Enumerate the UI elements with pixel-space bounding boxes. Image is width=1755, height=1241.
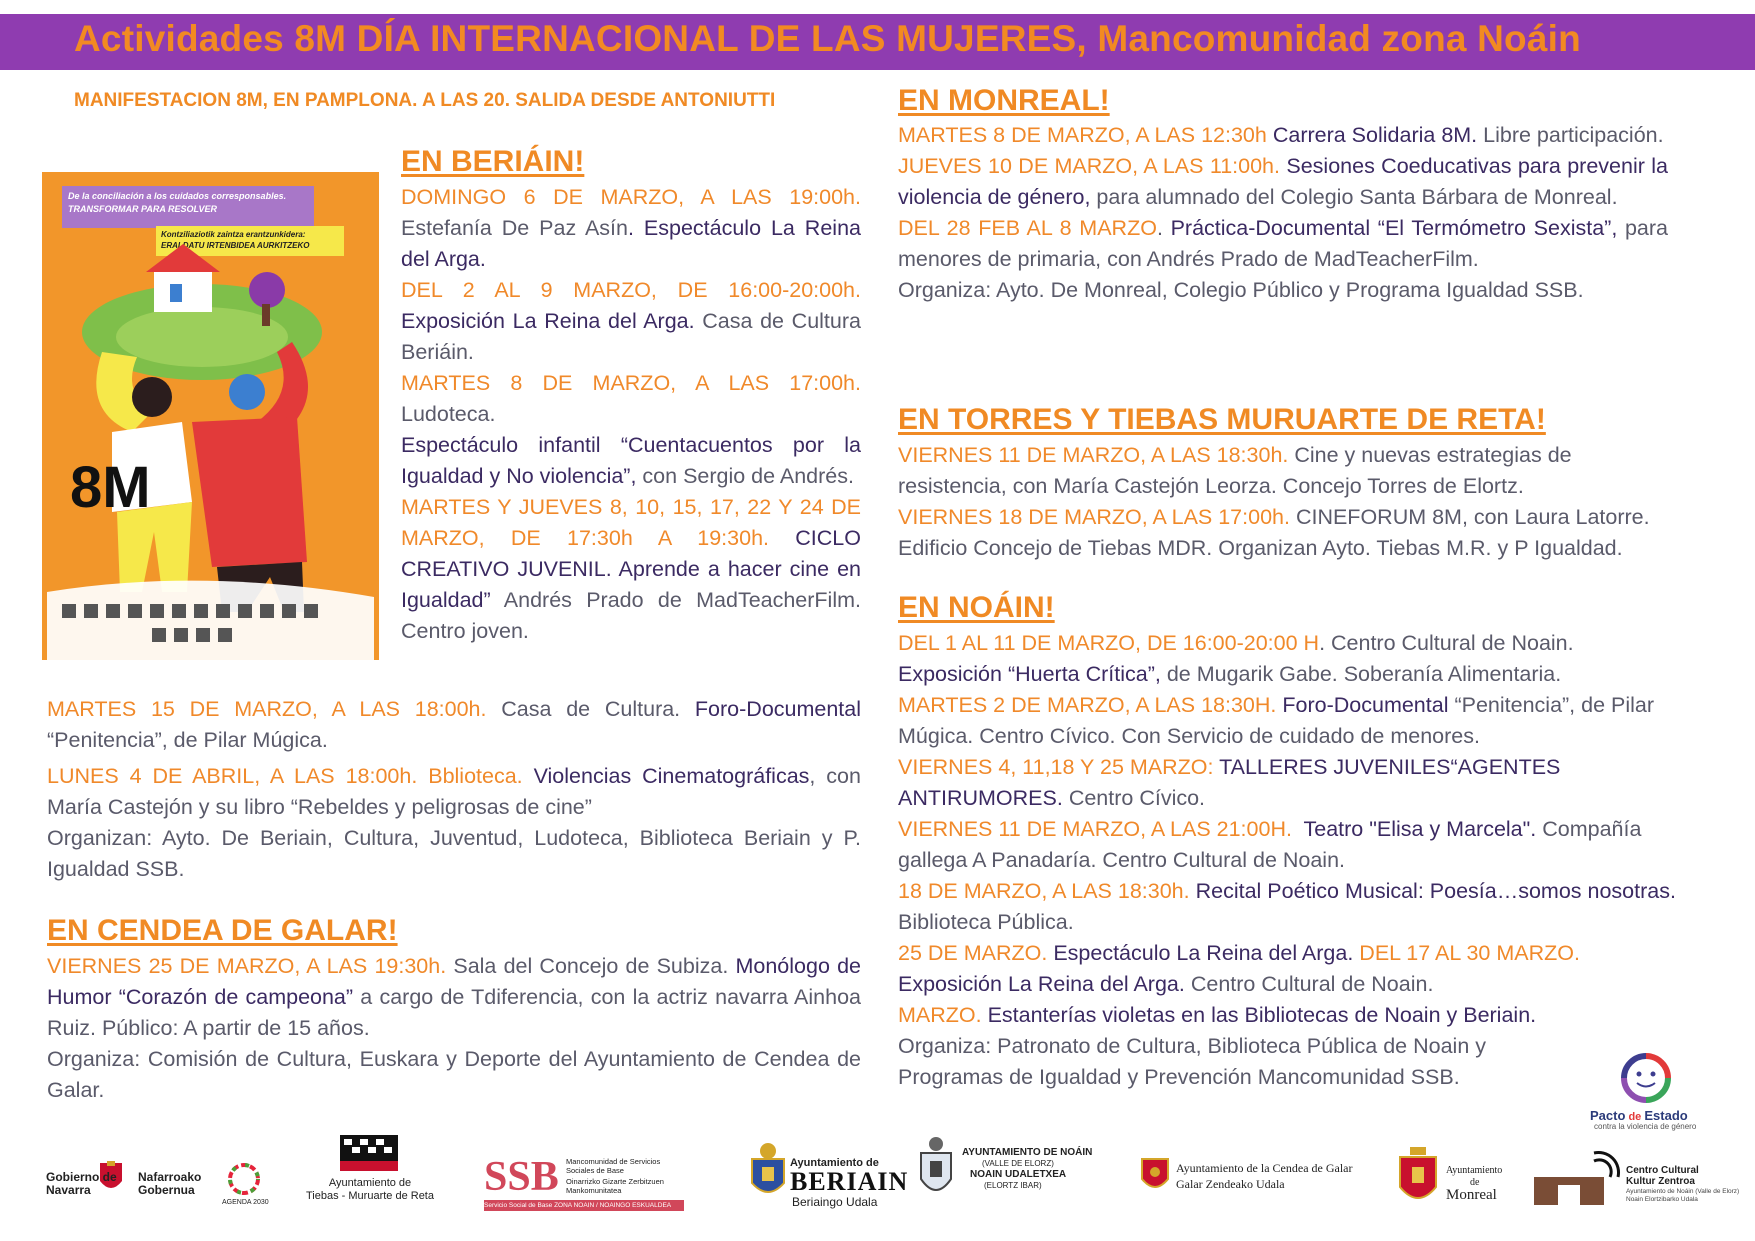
noain-event-1: DEL 1 AL 11 DE MARZO, DE 16:00-20:00 H. Centro Cultural de Noain. (898, 631, 1574, 655)
heading-monreal: EN MONREAL! (898, 84, 1110, 117)
galar-shield-icon (1140, 1155, 1170, 1195)
agenda-2030-icon (226, 1161, 262, 1197)
poster-purple-box: De la conciliación a los cuidados corresponsables. TRANSFORMAR PARA RESOLVER (62, 186, 314, 228)
noain-event-6: 25 DE MARZO. Espectáculo La Reina del Arga. DEL 17 AL 30 MARZO. (898, 941, 1580, 965)
ssb-wordmark: SSB (484, 1154, 559, 1200)
beriain-shield-icon (748, 1141, 788, 1201)
beriain-event-3: MARTES 8 DE MARZO, A LAS 17:00h. Ludoteca. (401, 371, 861, 426)
ssb-label-1: Mancomunidad de Servicios Sociales de Base (566, 1157, 661, 1175)
monreal-organizers: Organiza: Ayto. De Monreal, Colegio Público y Programa Igualdad SSB. (898, 278, 1584, 302)
noain-event-2: MARTES 2 DE MARZO, A LAS 18:30H. Foro-Documental “Penitencia”, de Pilar Múgica. Centro Cívico. Con Servicio de cuidado de menores. (898, 693, 1655, 748)
poster-illustration (42, 172, 379, 660)
noain-event-7: MARZO. Estanterías violetas en las Bibliotecas de Noain y Beriain. (898, 1003, 1537, 1027)
noain-events (898, 628, 1678, 1093)
ssb-label-2: Oinarrizko Gizarte Zerbitzuen Mankomunitatea (566, 1177, 664, 1195)
beriain-events-column (401, 182, 861, 647)
monreal-shield-icon (1398, 1147, 1438, 1209)
ccn-building-icon (1534, 1147, 1624, 1209)
beriain-event-2: DEL 2 AL 9 MARZO, DE 16:00-20:00h. Exposición La Reina del Arga. Casa de Cultura Beriáin. (401, 278, 861, 364)
ccn-label-2: Kultur Zentroa (1626, 1176, 1695, 1187)
ccn-label-3: Ayuntamiento de Noáin (Valle de Elorz) (1626, 1188, 1740, 1195)
tiebas-label-1: Ayuntamiento de (328, 1177, 412, 1189)
pacto-title: Pacto de Estado (1590, 1108, 1688, 1123)
torres-event-2: VIERNES 18 DE MARZO, A LAS 17:00h. CINEFORUM 8M, con Laura Latorre. Edificio Concejo de Tiebas MDR. Organizan Ayto. Tiebas M.R. y P Igualdad. (898, 505, 1650, 560)
tiebas-label-2: Tiebas - Muruarte de Reta (306, 1190, 434, 1202)
noain-organizers: Organiza: Patronato de Cultura, Biblioteca Pública de Noain y Programas de Igualdad y Prevención Mancomunidad SSB. (898, 1034, 1487, 1089)
manifestation-note: MANIFESTACION 8M, EN PAMPLONA. A LAS 20. SALIDA DESDE ANTONIUTTI (74, 90, 776, 111)
tiebas-shield-icon (340, 1135, 398, 1175)
noain-event-1b: Exposición “Huerta Crítica”, de Mugarik Gabe. Soberanía Alimentaria. (898, 662, 1562, 686)
pacto-subtitle: contra la violencia de género (1594, 1122, 1697, 1131)
heading-torres-tiebas: EN TORRES Y TIEBAS MURUARTE DE RETA! (898, 403, 1546, 436)
agenda-label: AGENDA 2030 (222, 1199, 269, 1206)
ccn-label-4: Noain Elortzibarko Udala (1626, 1196, 1698, 1203)
noain-event-6b: Exposición La Reina del Arga. Centro Cultural de Noain. (898, 972, 1434, 996)
heading-galar: EN CENDEA DE GALAR! (47, 914, 398, 947)
noain-event-5: 18 DE MARZO, A LAS 18:30h. Recital Poético Musical: Poesía…somos nosotras. Biblioteca Pública. (898, 879, 1676, 934)
beriain-events-wide (47, 694, 861, 885)
page-title: Actividades 8M DÍA INTERNACIONAL DE LAS MUJERES, Mancomunidad zona Noáin (74, 18, 1581, 59)
beriain-event-1: DOMINGO 6 DE MARZO, A LAS 19:00h. Estefanía De Paz Asín. Espectáculo La Reina del Arga. (401, 185, 861, 271)
monreal-event-3: DEL 28 FEB AL 8 MARZO. Práctica-Documental “El Termómetro Sexista”, para menores de primaria, con Andrés Prado de MadTeacherFilm. (898, 216, 1668, 271)
noain-label-1: AYUNTAMIENTO DE NOÁIN (962, 1147, 1093, 1158)
torres-event-1: VIERNES 11 DE MARZO, A LAS 18:30h. Cine y nuevas estrategias de resistencia, con María Castejón Leorza. Concejo Torres de Elortz. (898, 443, 1572, 498)
monreal-event-2: JUEVES 10 DE MARZO, A LAS 11:00h. Sesiones Coeducativas para prevenir la violencia de género, para alumnado del Colegio Santa Bárbara de Monreal. (898, 154, 1668, 209)
pacto-estado-logo (1582, 1050, 1712, 1130)
beriain-label-1: Ayuntamiento de (790, 1157, 879, 1169)
heading-beriain: EN BERIÁIN! (401, 145, 585, 178)
galar-events (47, 951, 861, 1106)
beriain-event-6: MARTES 15 DE MARZO, A LAS 18:00h. Casa de Cultura. Foro-Documental “Penitencia”, de Pilar Múgica. (47, 697, 862, 752)
navarra-eu-label: Nafarroako Gobernua (138, 1170, 202, 1197)
beriain-event-4: Espectáculo infantil “Cuentacuentos por la Igualdad y No violencia”, con Sergio de Andrés. (401, 433, 861, 488)
ccn-label-1: Centro Cultural (1626, 1165, 1699, 1176)
monreal-label-2: de (1470, 1177, 1480, 1188)
beriain-label-3: Beriaingo Udala (792, 1195, 878, 1209)
noain-event-3: VIERNES 4, 11,18 Y 25 MARZO: TALLERES JUVENILES“AGENTES ANTIRUMORES. Centro Cívico. (898, 755, 1561, 810)
noain-label-4: (ELORTZ IBAR) (984, 1181, 1042, 1190)
monreal-events (898, 120, 1668, 306)
poster-yellow-box: Kontziliaziotik zaintza erantzunkidera: ERALDATU IRTENBIDEA AURKITZEKO (156, 226, 344, 256)
ssb-label-3: Servicio Social de Base ZONA NOAIN / NOAINGO ESKUALDEA (484, 1200, 684, 1211)
heading-noain: EN NOÁIN! (898, 591, 1055, 624)
noain-label-3: NOAIN UDALETXEA (970, 1169, 1067, 1180)
beriain-label-2: BERIAIN (790, 1167, 909, 1196)
noain-event-4: VIERNES 11 DE MARZO, A LAS 21:00H. Teatro "Elisa y Marcela". Compañía gallega A Panadaría. Centro Cultural de Noain. (898, 817, 1642, 872)
beriain-event-5: MARTES Y JUEVES 8, 10, 15, 17, 22 Y 24 DE MARZO, DE 17:30h A 19:30h. CICLO CREATIVO JUVENIL. Aprende a hacer cine en Igualdad” Andrés Prado de MadTeacherFilm. Centro joven. (401, 495, 861, 643)
galar-label-1: Ayuntamiento de la Cendea de Galar (1176, 1161, 1353, 1175)
monreal-event-1: MARTES 8 DE MARZO, A LAS 12:30h Carrera Solidaria 8M. Libre participación. (898, 123, 1664, 147)
torres-events (898, 440, 1678, 564)
monreal-label-3: Monreal (1446, 1187, 1497, 1203)
galar-label-2: Galar Zendeako Udala (1176, 1177, 1285, 1191)
beriain-event-7: LUNES 4 DE ABRIL, A LAS 18:00h. Bblioteca. Violencias Cinematográficas, con María Castejón y su libro “Rebeldes y peligrosas de cine” (47, 764, 861, 819)
pacto-circle-icon (1612, 1050, 1682, 1110)
navarra-es-label: Gobierno de Navarra (46, 1170, 117, 1197)
poster-8m (42, 172, 379, 660)
galar-organizers: Organiza: Comisión de Cultura, Euskara y Deporte del Ayuntamiento de Cendea de Galar. (47, 1047, 861, 1102)
monreal-label-1: Ayuntamiento (1446, 1165, 1503, 1176)
beriain-organizers: Organizan: Ayto. De Beriain, Cultura, Juventud, Ludoteca, Biblioteca Beriain y P. Igualdad SSB. (47, 826, 861, 881)
galar-event-1: VIERNES 25 DE MARZO, A LAS 19:30h. Sala del Concejo de Subiza. Monólogo de Humor “Corazón de campeona” a cargo de Tdiferencia, con la actriz navarra Ainhoa Ruiz. Público: A partir de 15 años. (47, 954, 862, 1040)
noain-label-2: (VALLE DE ELORZ) (982, 1159, 1054, 1168)
poster-8m-label: 8M (70, 455, 151, 520)
noain-shield-icon (918, 1135, 954, 1201)
